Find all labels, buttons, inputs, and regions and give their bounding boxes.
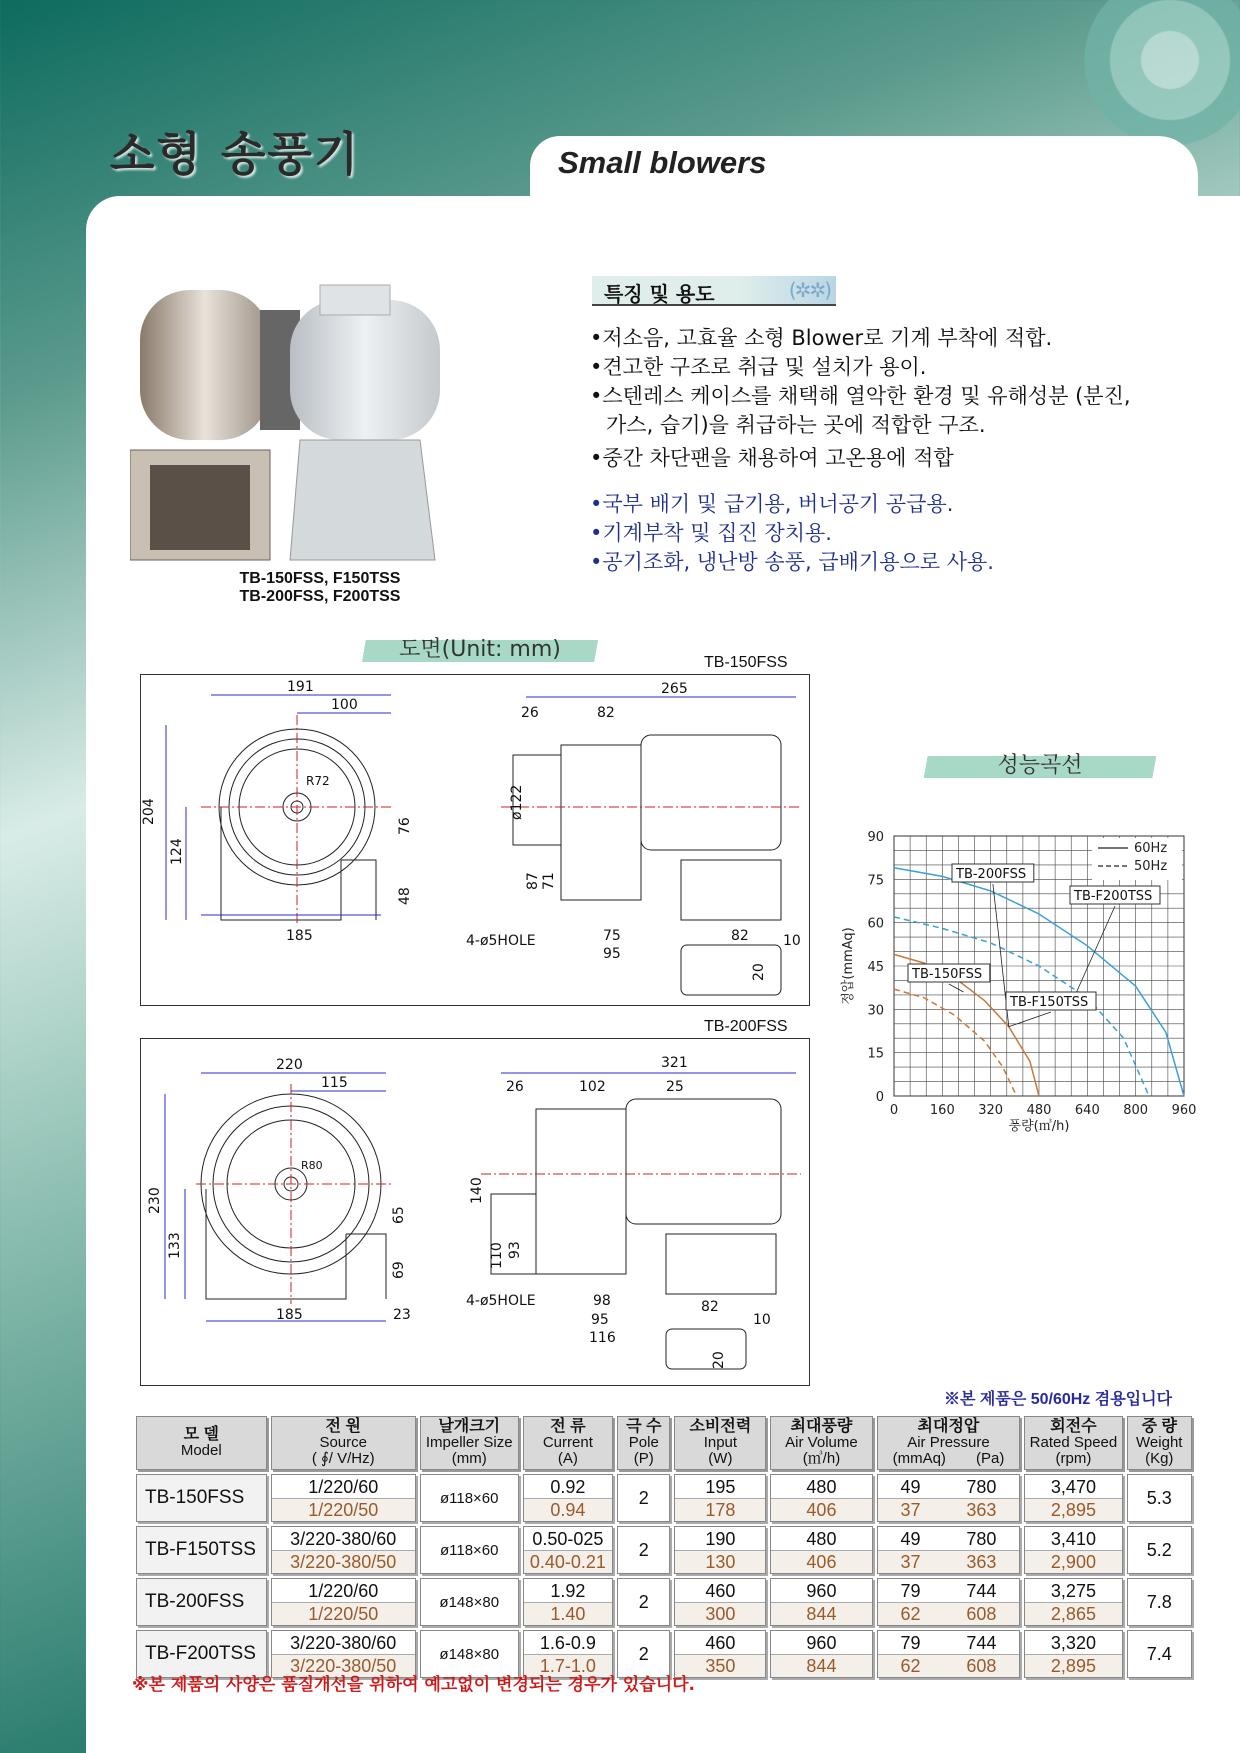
column-header: 전 류 Current (A) <box>523 1416 614 1470</box>
table-cell: ø148×80 <box>420 1578 519 1626</box>
dim-label: 133 <box>167 1232 183 1259</box>
dim-label: 76 <box>397 817 413 835</box>
dim-label: 230 <box>147 1187 163 1214</box>
x-tick-label: 480 <box>1026 1103 1052 1118</box>
spec-table <box>132 1412 1196 1682</box>
table-cell: ø118×60 <box>420 1526 519 1574</box>
table-cell: 7.8 <box>1127 1578 1192 1626</box>
dim-label: 69 <box>391 1261 407 1279</box>
chart-title: 성능곡선 <box>912 756 1168 778</box>
drawing-model-label: TB-150FSS <box>704 654 788 671</box>
dim-label: 185 <box>276 1307 303 1323</box>
dim-label: 4-ø5HOLE <box>466 933 536 949</box>
dim-label: R80 <box>301 1159 323 1172</box>
x-tick-label: 0 <box>889 1103 899 1118</box>
dim-label: 20 <box>751 963 767 981</box>
y-tick-label: 45 <box>867 960 884 975</box>
x-tick-label: 960 <box>1171 1103 1197 1118</box>
annotation-label: TB-150FSS <box>912 967 983 982</box>
table-cell: 3/220-380/60 3/220-380/50 <box>271 1526 416 1574</box>
column-header: 회전수 Rated Speed (rpm) <box>1024 1416 1122 1470</box>
table-cell: ø118×60 <box>420 1474 519 1522</box>
table-row <box>136 1578 1192 1626</box>
table-cell: 960 844 <box>770 1630 872 1678</box>
dim-label: 140 <box>469 1177 485 1204</box>
dim-label: 95 <box>591 1312 609 1328</box>
dim-label: 10 <box>753 1312 771 1328</box>
dim-label: 75 <box>603 928 621 944</box>
dim-label: 321 <box>661 1055 688 1071</box>
dim-label: 102 <box>579 1079 606 1095</box>
table-cell: 3,470 2,895 <box>1024 1474 1122 1522</box>
x-axis-label: 풍량(㎥/h) <box>1008 1119 1070 1134</box>
dim-label: 71 <box>541 872 557 890</box>
table-cell: 190 130 <box>674 1526 766 1574</box>
table-cell: ø148×80 <box>420 1630 519 1678</box>
column-header: 최대정압 Air Pressure (mmAq) (Pa) <box>877 1416 1021 1470</box>
dim-label: 82 <box>597 705 615 721</box>
y-tick-label: 60 <box>867 916 884 932</box>
caption-line: TB-150FSS, F150TSS <box>239 570 401 587</box>
dim-label: 265 <box>661 681 688 697</box>
x-tick-label: 640 <box>1074 1103 1100 1118</box>
legend-label: 60Hz <box>1134 841 1168 856</box>
dim-label: 48 <box>397 887 413 905</box>
table-cell: 79 744 62 608 <box>877 1578 1021 1626</box>
dim-label: R72 <box>306 774 330 788</box>
dim-label: 10 <box>783 933 801 949</box>
table-cell: 49 780 37 363 <box>877 1526 1021 1574</box>
x-tick-label: 160 <box>929 1103 955 1118</box>
dim-label: 82 <box>731 928 749 944</box>
column-header: 최대풍량 Air Volume (㎥/h) <box>770 1416 872 1470</box>
dim-label: 185 <box>286 928 313 944</box>
feature-list <box>590 324 1150 473</box>
caption-line: TB-200FSS, F200TSS <box>239 588 401 605</box>
table-cell: 1.6-0.9 1.7-1.0 <box>523 1630 614 1678</box>
footnote: ※본 제품의 사양은 품질개선을 위하여 예고없이 변경되는 경우가 있습니다. <box>132 1675 695 1695</box>
table-cell: TB-F150TSS <box>136 1526 267 1574</box>
table-row <box>136 1526 1192 1574</box>
column-header: 중 량 Weight (Kg) <box>1127 1416 1192 1470</box>
column-header: 극 수 Pole (P) <box>617 1416 670 1470</box>
dim-label: 191 <box>287 679 314 695</box>
x-tick-label: 320 <box>978 1103 1004 1118</box>
table-cell: 1.92 1.40 <box>523 1578 614 1626</box>
table-cell: 460 300 <box>674 1578 766 1626</box>
table-cell: 1/220/60 1/220/50 <box>271 1474 416 1522</box>
features-heading <box>592 276 836 306</box>
performance-chart <box>840 820 1210 1140</box>
features-heading-text: 특징 및 용도 <box>604 282 715 306</box>
table-cell: 79 744 62 608 <box>877 1630 1021 1678</box>
table-cell: 2 <box>617 1474 670 1522</box>
y-tick-label: 30 <box>867 1003 884 1019</box>
table-cell: 5.2 <box>1127 1526 1192 1574</box>
fan-decoration-icon: (✲✲) <box>788 278 830 302</box>
y-tick-label: 90 <box>867 830 884 845</box>
annotation-label: TB-F200TSS <box>1074 889 1153 904</box>
table-cell: TB-F200TSS <box>136 1630 267 1678</box>
table-cell: TB-200FSS <box>136 1578 267 1626</box>
annotation-label: TB-F150TSS <box>1010 995 1089 1010</box>
column-header: 소비전력 Input (W) <box>674 1416 766 1470</box>
hz-note: ※본 제품은 50/60Hz 겸용입니다 <box>944 1391 1173 1408</box>
table-cell: 3,320 2,895 <box>1024 1630 1122 1678</box>
table-cell: 0.92 0.94 <box>523 1474 614 1522</box>
blower-photo <box>130 270 460 570</box>
list-item: •공기조화, 냉난방 송풍, 급배기용으로 사용. <box>590 550 994 574</box>
dim-label: 116 <box>589 1330 616 1346</box>
y-tick-label: 0 <box>875 1090 884 1105</box>
table-cell: 480 406 <box>770 1474 872 1522</box>
list-item: •스텐레스 케이스를 채택해 열악한 환경 및 유해성분 (분진, 가스, 습기)을 취급하는 곳에 적합한 구조. <box>590 384 1131 437</box>
dim-label: 110 <box>489 1242 505 1269</box>
table-cell: TB-150FSS <box>136 1474 267 1522</box>
page-title: 소형 송풍기 <box>110 127 361 181</box>
annotation-label: TB-200FSS <box>956 867 1027 882</box>
list-item: •견고한 구조로 취급 및 설치가 용이. <box>590 355 927 379</box>
column-header: 전 원 Source ( ∮/ V/Hz) <box>271 1416 416 1470</box>
y-axis-label: 정압(mmAq) <box>841 927 856 1005</box>
table-row <box>136 1474 1192 1522</box>
dim-label: 115 <box>321 1075 348 1091</box>
table-cell: 195 178 <box>674 1474 766 1522</box>
dim-label: 4-ø5HOLE <box>466 1293 536 1309</box>
dim-label: 25 <box>666 1079 684 1095</box>
table-cell: 3,275 2,865 <box>1024 1578 1122 1626</box>
photo-caption <box>150 570 490 606</box>
dim-label: 23 <box>393 1307 411 1323</box>
legend-label: 50Hz <box>1134 859 1168 874</box>
list-item: •저소음, 고효율 소형 Blower로 기계 부착에 적합. <box>590 326 1053 350</box>
dim-label: 95 <box>603 946 621 962</box>
table-cell: 2 <box>617 1630 670 1678</box>
table-cell: 3,410 2,900 <box>1024 1526 1122 1574</box>
list-item: •중간 차단팬을 채용하여 고온용에 적합 <box>590 446 954 470</box>
table-cell: 460 350 <box>674 1630 766 1678</box>
table-cell: 7.4 <box>1127 1630 1192 1678</box>
table-cell: 2 <box>617 1578 670 1626</box>
dim-label: 26 <box>506 1079 524 1095</box>
list-item: •기계부착 및 집진 장치용. <box>590 521 832 545</box>
table-cell: 0.50-025 0.40-0.21 <box>523 1526 614 1574</box>
dim-label: 87 <box>525 872 541 890</box>
table-cell: 5.3 <box>1127 1474 1192 1522</box>
drawings-heading: 도면(Unit: mm) <box>350 640 610 662</box>
column-header: 날개크기 Impeller Size (mm) <box>420 1416 519 1470</box>
x-tick-label: 800 <box>1123 1103 1149 1118</box>
table-cell: 960 844 <box>770 1578 872 1626</box>
list-item: •국부 배기 및 급기용, 버너공기 공급용. <box>590 492 954 516</box>
drawing-model-label: TB-200FSS <box>704 1018 788 1035</box>
table-cell: 49 780 37 363 <box>877 1474 1021 1522</box>
dim-label: 20 <box>711 1351 727 1369</box>
drawing-tb150 <box>140 674 810 1006</box>
table-cell: 1/220/60 1/220/50 <box>271 1578 416 1626</box>
y-tick-label: 15 <box>867 1046 884 1062</box>
table-cell: 480 406 <box>770 1526 872 1574</box>
drawing-tb200 <box>140 1038 810 1386</box>
dim-label: ø122 <box>509 784 525 820</box>
dim-label: 93 <box>507 1241 523 1259</box>
dim-label: 100 <box>331 697 358 713</box>
dim-label: 26 <box>521 705 539 721</box>
table-cell: 3/220-380/60 3/220-380/50 <box>271 1630 416 1678</box>
y-tick-label: 75 <box>867 873 884 889</box>
dim-label: 65 <box>391 1206 407 1224</box>
page-subtitle: Small blowers <box>558 145 767 180</box>
usage-list <box>590 490 1150 577</box>
dim-label: 204 <box>141 798 157 825</box>
dim-label: 98 <box>593 1293 611 1309</box>
dim-label: 220 <box>276 1057 303 1073</box>
table-cell: 2 <box>617 1526 670 1574</box>
dim-label: 124 <box>169 838 185 865</box>
column-header: 모 델 Model <box>136 1416 267 1470</box>
dim-label: 82 <box>701 1299 719 1315</box>
